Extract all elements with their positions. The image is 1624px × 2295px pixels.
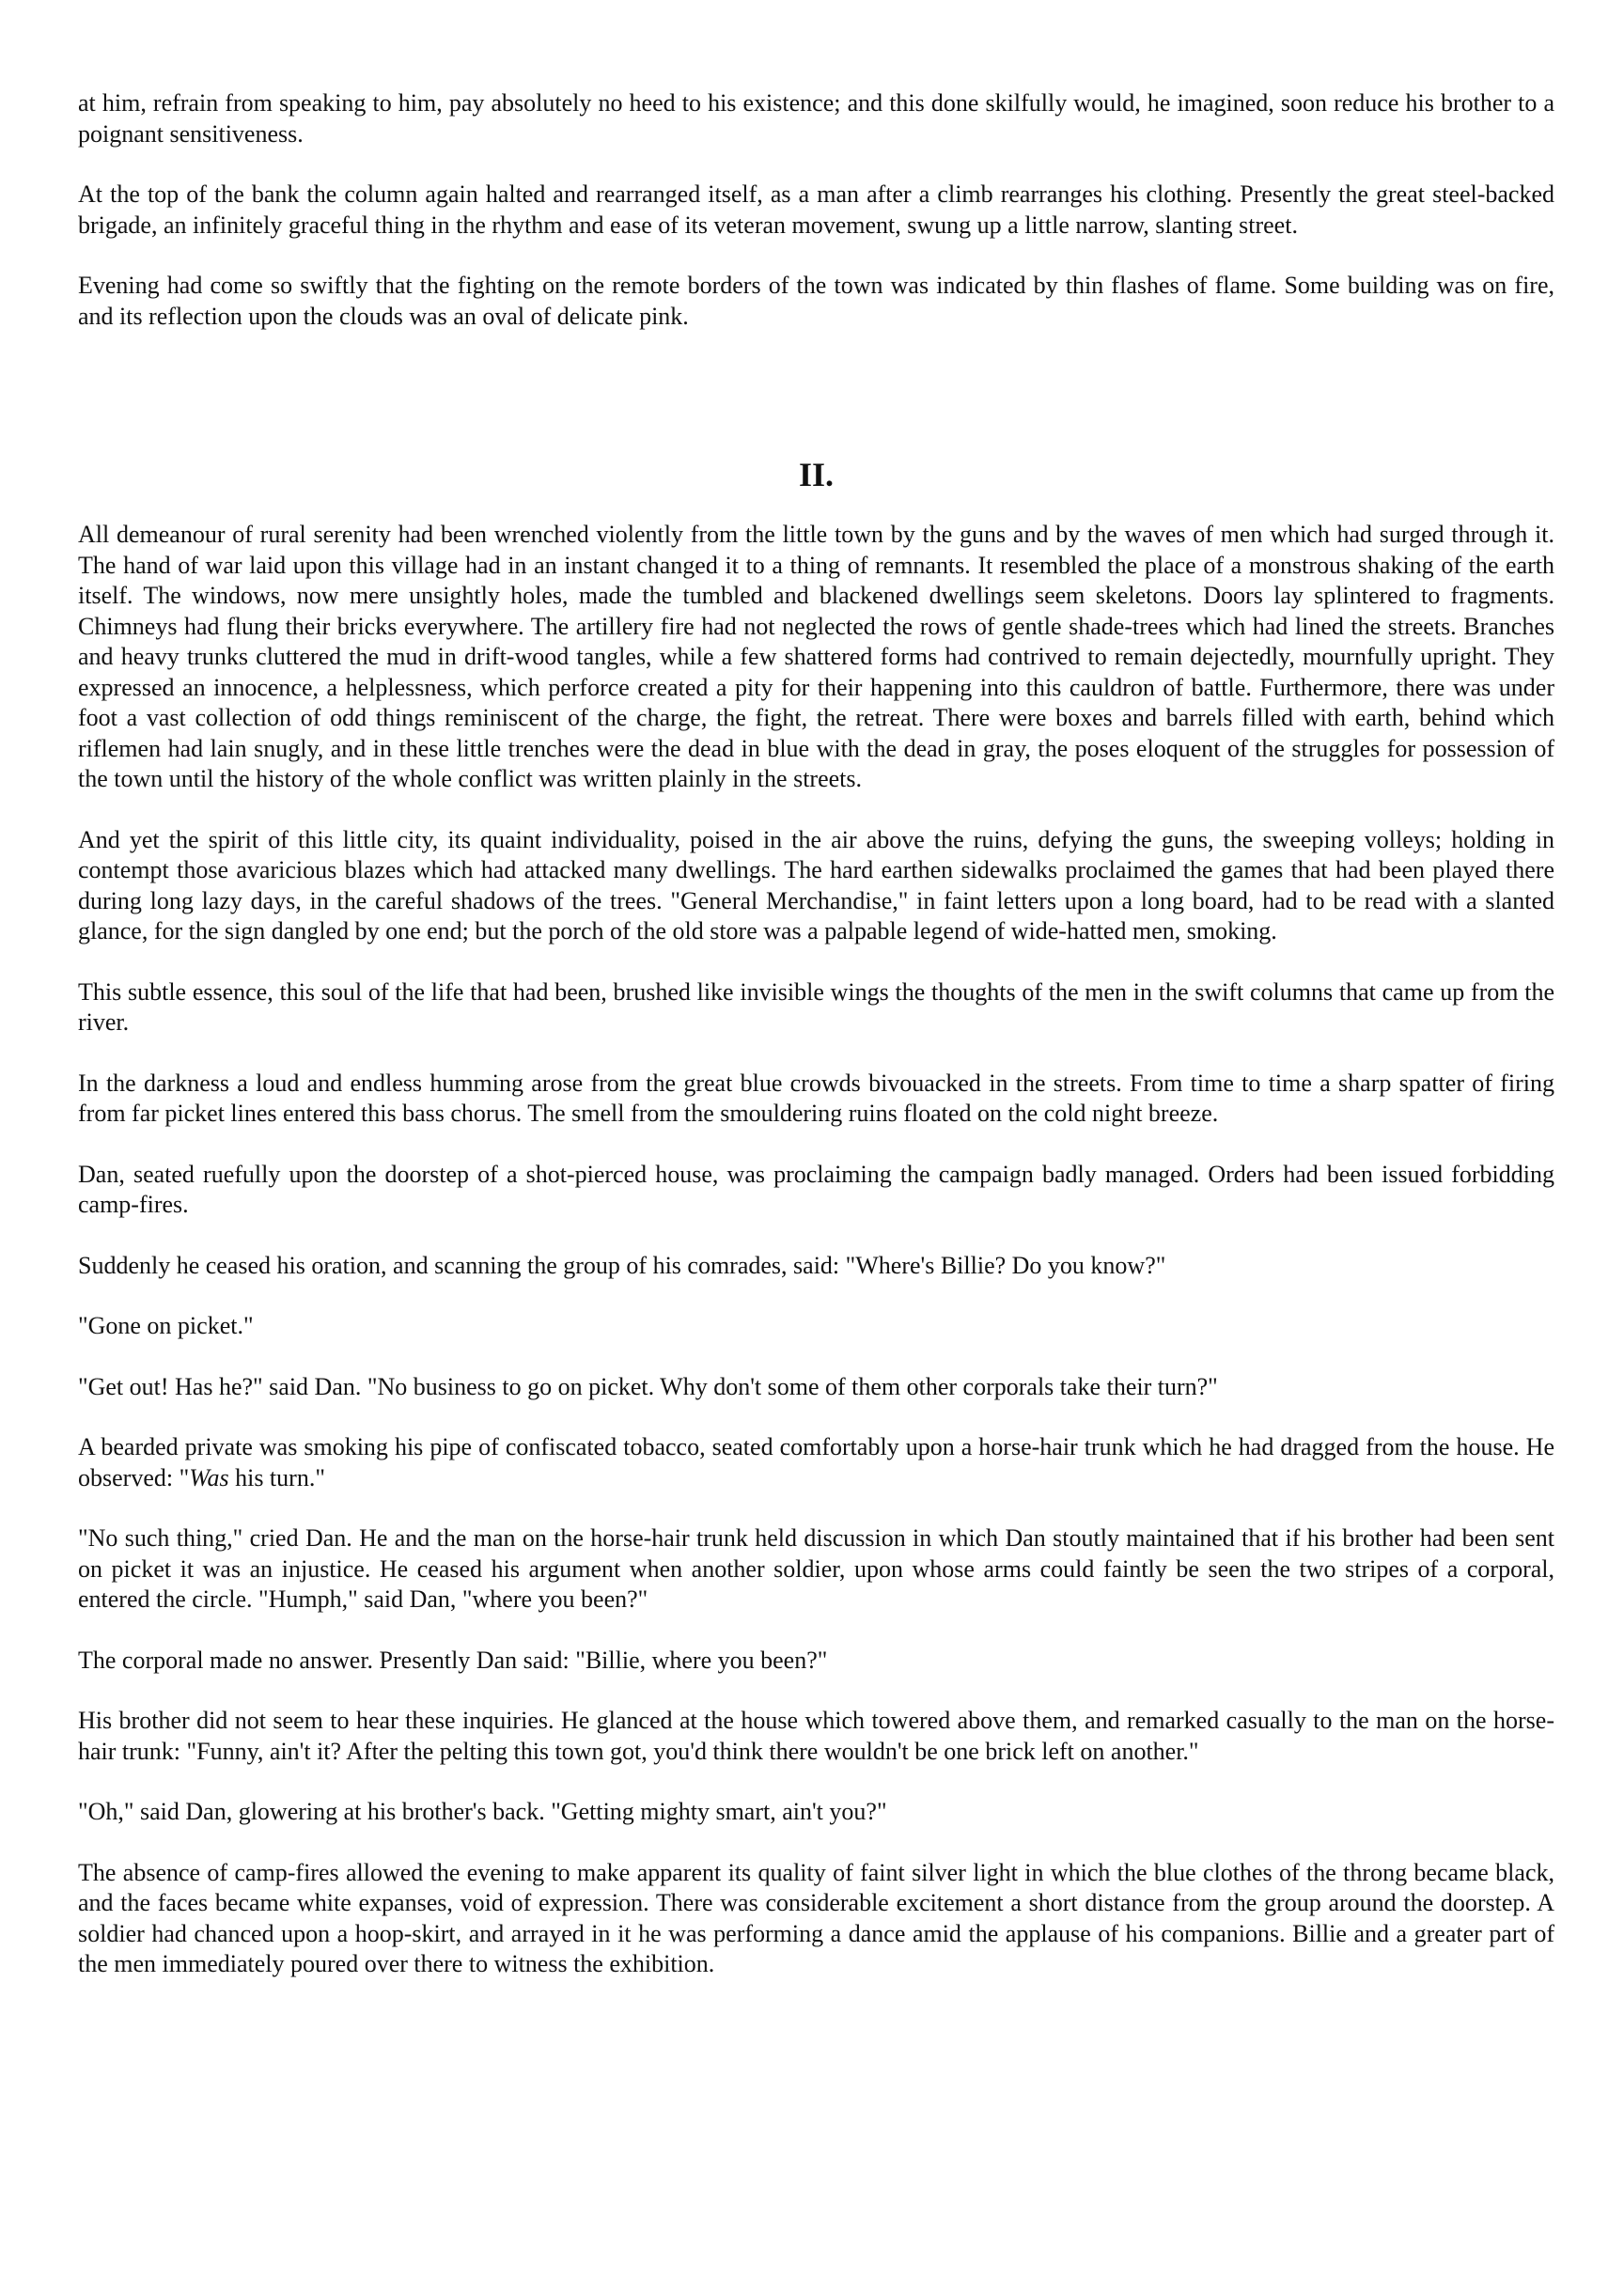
paragraph: Evening had come so swiftly that the fighting on the remote borders of the town was indicated by thin flashes of flame. Some building was on fire, and its reflection upon the clouds was an oval of delicate pink. xyxy=(78,272,1554,330)
paragraph: "Get out! Has he?" said Dan. "No business to go on picket. Why don't some of them other corporals take their turn?" xyxy=(78,1372,1218,1400)
paragraph: "No such thing," cried Dan. He and the man on the horse-hair trunk held discussion in which Dan stoutly maintained that if his brother had been sent on picket it was an injustice. He ceased his argument when another soldier, upon whose arms could faintly be seen the two stripes of a corporal, entered the circle. "Humph," said Dan, "where you been?" xyxy=(78,1524,1554,1613)
paragraph: Dan, seated ruefully upon the doorstep of a shot-pierced house, was proclaiming the campaign badly managed. Orders had been issued forbidding camp-fires. xyxy=(78,1160,1554,1218)
paragraph: His brother did not seem to hear these inquiries. He glanced at the house which towered above them, and remarked casually to the man on the horse-hair trunk: "Funny, ain't it? After the pelting this town got, you'd think there wouldn't be one brick left on another." xyxy=(78,1707,1554,1765)
paragraph: And yet the spirit of this little city, its quaint individuality, poised in the air above the ruins, defying the guns, the sweeping volleys; holding in contempt those avaricious blazes which had attacked many dwellings. The hard earthen sidewalks proclaimed the games that had been played there during long lazy days, in the careful shadows of the trees. "General Merchandise," in faint letters upon a long board, had to be read with a slanted glance, for the sign dangled by one end; but the porch of the old store was a palpable legend of wide-hatted men, smoking. xyxy=(78,825,1554,945)
paragraph-bearded-private xyxy=(78,1432,1554,1493)
chapter-heading: II. xyxy=(798,456,835,493)
paragraph-text: A bearded private was smoking his pipe of confiscated tobacco, seated comfortably upon a horse-hair trunk which he had dragged from the house. He observed: " xyxy=(78,1433,1554,1491)
paragraph-text: his turn." xyxy=(228,1463,325,1491)
emphasis-text: Was xyxy=(189,1463,229,1491)
paragraph: The corporal made no answer. Presently Dan said: "Billie, where you been?" xyxy=(78,1646,828,1674)
paragraph: This subtle essence, this soul of the life that had been, brushed like invisible wings the thoughts of the men in the swift columns that came up from the river. xyxy=(78,977,1554,1036)
paragraph: at him, refrain from speaking to him, pay absolutely no heed to his existence; and this done skilfully would, he imagined, soon reduce his brother to a poignant sensitiveness. xyxy=(78,89,1554,148)
paragraph: "Oh," said Dan, glowering at his brother's back. "Getting mighty smart, ain't you?" xyxy=(78,1798,887,1825)
paragraph: Suddenly he ceased his oration, and scanning the group of his comrades, said: "Where's Billie? Do you know?" xyxy=(78,1251,1166,1279)
paragraph: "Gone on picket." xyxy=(78,1312,254,1339)
paragraph: In the darkness a loud and endless humming arose from the great blue crowds bivouacked in the streets. From time to time a sharp spatter of firing from far picket lines entered this bass chorus. The smell from the smouldering ruins floated on the cold night breeze. xyxy=(78,1069,1554,1127)
document-page xyxy=(78,88,1554,2010)
paragraph: The absence of camp-fires allowed the evening to make apparent its quality of faint silver light in which the blue clothes of the throng became black, and the faces became white expanses, void of expression. There was considerable excitement a short distance from the group around the doorstep. A soldier had chanced upon a hoop-skirt, and arrayed in it he was performing a dance amid the applause of his companions. Billie and a greater part of the men immediately poured over there to witness the exhibition. xyxy=(78,1858,1554,1977)
paragraph: All demeanour of rural serenity had been wrenched violently from the little town by the guns and by the waves of men which had surged through it. The hand of war laid upon this village had in an instant changed it to a thing of remnants. It resembled the place of a monstrous shaking of the earth itself. The windows, now mere unsightly holes, made the tumbled and blackened dwellings seem skeletons. Doors lay splintered to fragments. Chimneys had flung their bricks everywhere. The artillery fire had not neglected the rows of gentle shade-trees which had lined the streets. Branches and heavy trunks cluttered the mud in drift-wood tangles, while a few shattered forms had contrived to remain dejectedly, mournfully upright. They expressed an innocence, a helplessness, which perforce created a pity for their happening into this cauldron of battle. Furthermore, there was under foot a vast collection of odd things reminiscent of the charge, the fight, the retreat. There were boxes and barrels filled with earth, behind which riflemen had lain snugly, and in these little trenches were the dead in blue with the dead in gray, the poses eloquent of the struggles for possession of the town until the history of the whole conflict was written plainly in the streets. xyxy=(78,521,1554,792)
paragraph: At the top of the bank the column again halted and rearranged itself, as a man after a climb rearranges his clothing. Presently the great steel-backed brigade, an infinitely graceful thing in the rhythm and ease of its veteran movement, swung up a little narrow, slanting street. xyxy=(78,180,1554,239)
